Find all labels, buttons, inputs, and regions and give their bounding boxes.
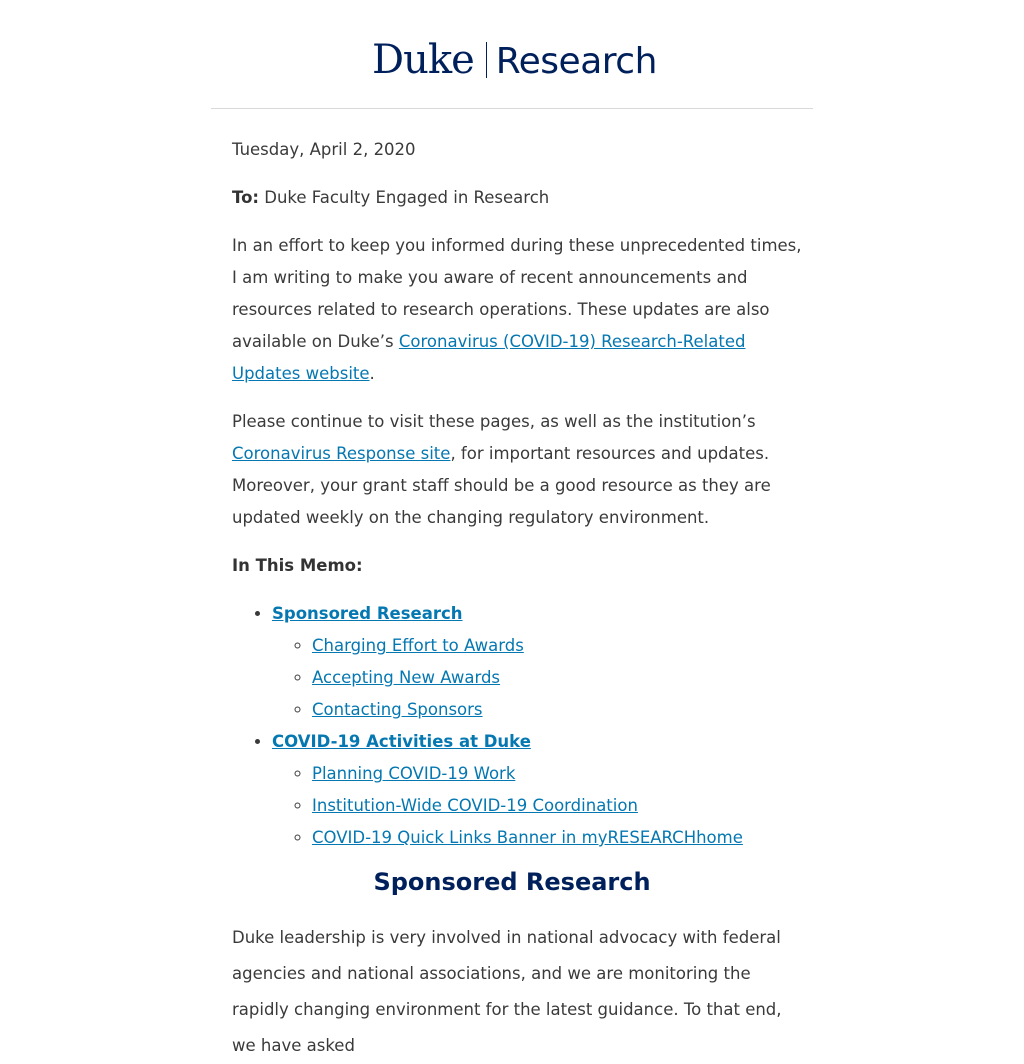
intro-text-end: .	[369, 364, 375, 383]
logo-duke-wordmark: Duke	[372, 37, 474, 83]
continue-text-end: , for important resources and updates. Moreover, your grant staff should be a good resource as they are updated weekly on the changing regulatory environment.	[232, 444, 771, 527]
memo-recipient	[232, 182, 802, 214]
email-header	[211, 0, 813, 109]
toc-link-sponsored-research[interactable]: Sponsored Research	[272, 604, 463, 623]
toc-link-institution-coordination[interactable]: Institution-Wide COVID-19 Coordination	[312, 796, 638, 815]
intro-text: In an effort to keep you informed during these unprecedented times, I am writing to make you aware of recent announcements and resources related to research operations. These updates are also available on Duke’s	[232, 236, 802, 351]
memo-date: Tuesday, April 2, 2020	[232, 140, 416, 159]
coronavirus-response-link[interactable]: Coronavirus Response site	[232, 444, 451, 463]
toc-subitem	[312, 662, 802, 694]
research-updates-link[interactable]: Coronavirus (COVID-19) Research-Related Updates website	[232, 332, 746, 383]
toc-subitem	[312, 822, 802, 854]
intro-paragraph	[232, 230, 802, 390]
toc-link-accepting-awards[interactable]: Accepting New Awards	[312, 668, 501, 687]
duke-research-logo[interactable]	[372, 36, 657, 83]
section-heading-sponsored-research: Sponsored Research	[373, 868, 651, 896]
toc-subitem	[312, 758, 802, 790]
toc-link-quick-links-banner[interactable]: COVID-19 Quick Links Banner in myRESEARCHhome	[312, 828, 743, 847]
memo-table-of-contents	[232, 598, 802, 854]
toc-link-planning-covid-work[interactable]: Planning COVID-19 Work	[312, 764, 516, 783]
to-value: Duke Faculty Engaged in Research	[264, 188, 550, 207]
toc-link-contacting-sponsors[interactable]: Contacting Sponsors	[312, 700, 483, 719]
toc-subitem	[312, 694, 802, 726]
logo-research-wordmark: Research	[495, 41, 657, 82]
toc-subsection-list	[272, 758, 802, 854]
toc-section	[272, 598, 802, 726]
sponsored-research-paragraph: Duke leadership is very involved in national advocacy with federal agencies and national associations, and we are monitoring the rapidly changing environment for the latest guidance. To that end, we have asked	[232, 928, 782, 1055]
continue-text: Please continue to visit these pages, as well as the institution’s	[232, 412, 756, 431]
toc-link-covid-activities[interactable]: COVID-19 Activities at Duke	[272, 732, 531, 751]
to-label: To:	[232, 188, 259, 207]
memo-body	[232, 134, 802, 854]
toc-subsection-list	[272, 630, 802, 726]
in-this-memo-heading	[232, 550, 802, 582]
toc-subitem	[312, 630, 802, 662]
toc-section	[272, 726, 802, 854]
in-this-memo-label: In This Memo:	[232, 556, 363, 575]
logo-divider	[486, 42, 487, 78]
toc-link-charging-effort[interactable]: Charging Effort to Awards	[312, 636, 524, 655]
toc-subitem	[312, 790, 802, 822]
continue-paragraph	[232, 406, 802, 534]
